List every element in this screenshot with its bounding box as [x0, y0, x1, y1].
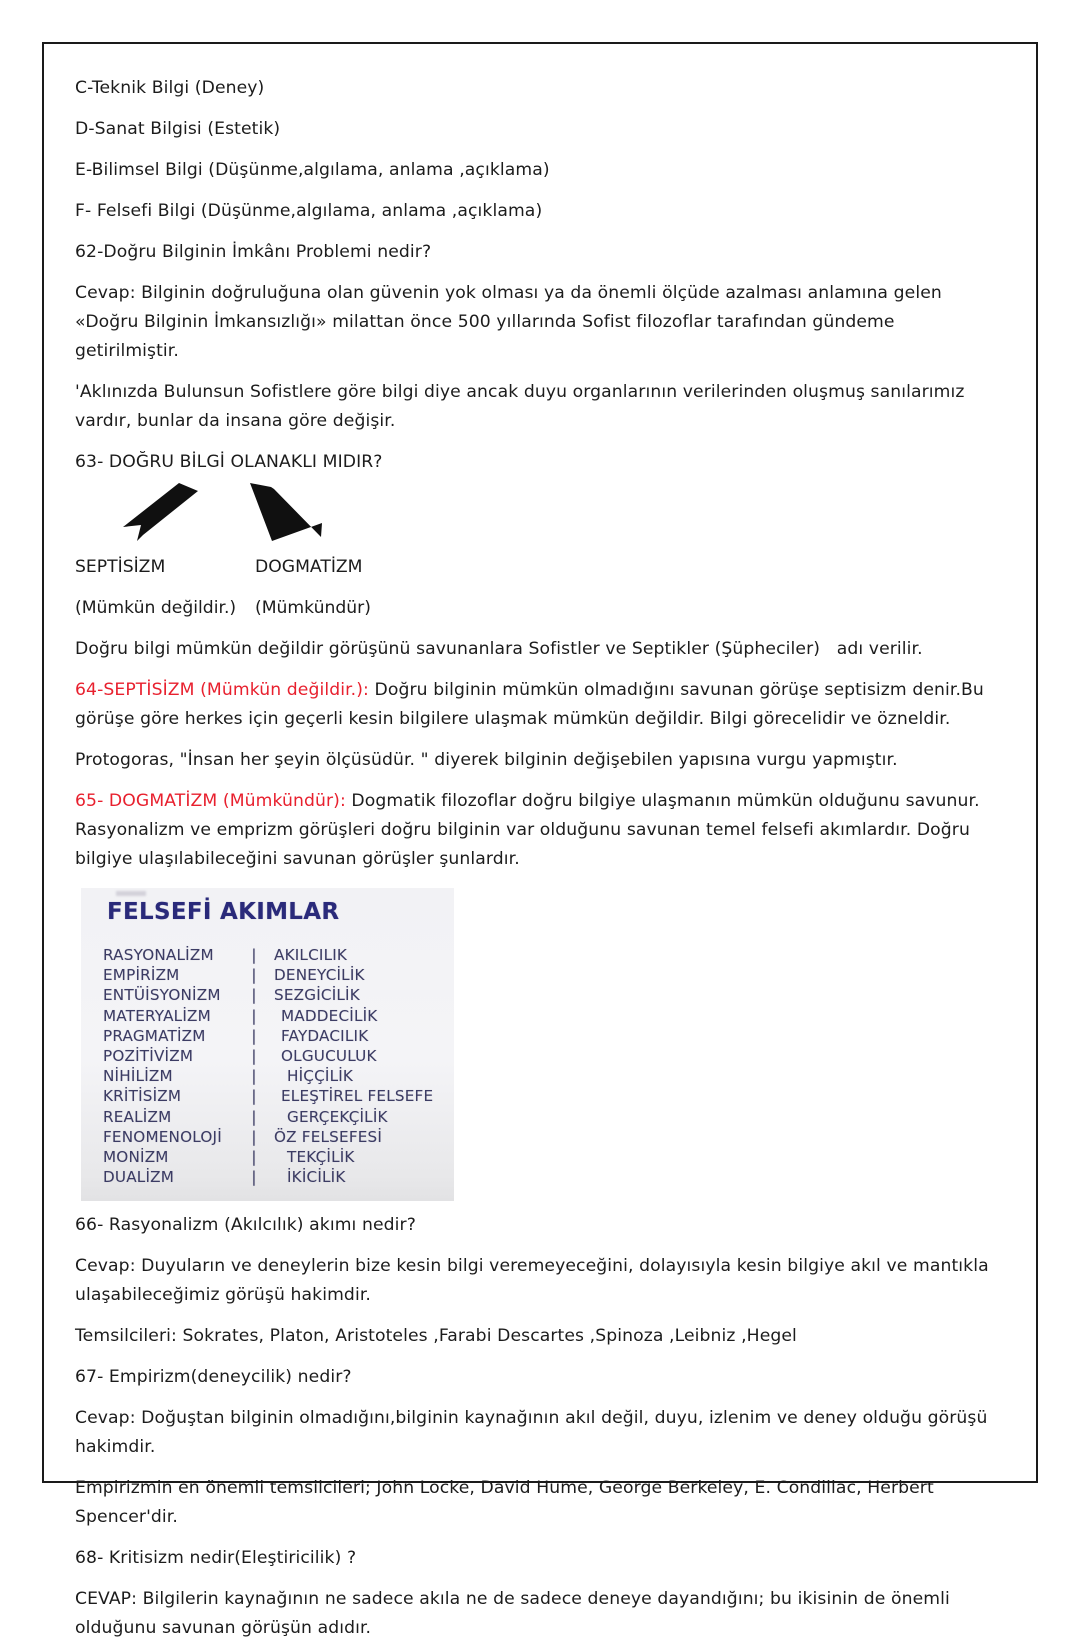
akimlar-meaning: TEKÇİLİK — [287, 1147, 355, 1166]
spacer — [75, 1532, 999, 1544]
representatives-67: Empirizmin en önemli temsilcileri; John Locke, David Hume, George Berkeley, E. Condillac, Herbert Spencer'dir. — [75, 1478, 940, 1527]
question-65-label: 65- DOGMATİZM (Mümkündür): — [75, 791, 346, 811]
akimlar-meaning: MADDECİLİK — [281, 1006, 378, 1025]
felsefi-akimlar-image — [81, 888, 454, 1201]
question-66: 66- Rasyonalizm (Akılcılık) akımı nedir? — [75, 1215, 416, 1235]
spacer — [75, 144, 999, 156]
arrow-right-dogmatizm — [250, 483, 322, 541]
question-63: 63- DOĞRU BİLGİ OLANAKLI MIDIR? — [75, 452, 383, 472]
akimlar-meaning: ÖZ FELSEFESİ — [274, 1127, 383, 1146]
question-64-label: 64-SEPTİSİZM (Mümkün değildir.): — [75, 680, 369, 700]
akimlar-meaning: İKİCİLİK — [287, 1168, 346, 1187]
akimlar-row — [103, 1067, 443, 1087]
akimlar-separator: | — [251, 1147, 257, 1166]
list-item-c: C-Teknik Bilgi (Deney) — [75, 78, 265, 98]
branch-names-row — [75, 553, 999, 582]
akimlar-term: MATERYALİZM — [103, 1006, 211, 1025]
akimlar-term: POZİTİVİZM — [103, 1046, 194, 1065]
question-67: 67- Empirizm(deneycilik) nedir? — [75, 1367, 352, 1387]
list-item-d: D-Sanat Bilgisi (Estetik) — [75, 119, 281, 139]
akimlar-term: REALİZM — [103, 1107, 172, 1126]
akimlar-term: PRAGMATİZM — [103, 1026, 206, 1045]
akimlar-term: DUALİZM — [103, 1168, 175, 1187]
akimlar-separator: | — [251, 1107, 257, 1126]
akimlar-separator: | — [251, 1168, 257, 1187]
branch-label-dogmatizm: DOGMATİZM — [255, 557, 363, 577]
document-page — [42, 42, 1038, 1638]
branch-sub-dogmatizm: (Mümkündür) — [255, 598, 371, 618]
arrow-left-septisizm — [123, 483, 198, 541]
question-62: 62-Doğru Bilginin İmkânı Problemi nedir? — [75, 242, 432, 262]
akimlar-row — [103, 1128, 443, 1148]
akimlar-term: RASYONALİZM — [103, 946, 214, 964]
branch-subtitles-row — [75, 594, 999, 623]
akimlar-meaning: HİÇÇİLİK — [287, 1067, 354, 1086]
felsefi-akimlar-list — [103, 946, 443, 1188]
branch-arrows — [75, 481, 999, 553]
branch-label-septisizm: SEPTİSİZM — [75, 557, 166, 577]
paragraph-after-branch: Doğru bilgi mümkün değildir görüşünü savunanlara Sofistler ve Septikler (Şüpheciler) adı verilir. — [75, 639, 923, 659]
spacer — [75, 1462, 999, 1474]
spacer — [75, 1240, 999, 1252]
akimlar-separator: | — [251, 1006, 257, 1025]
scan-artifact — [116, 891, 146, 896]
spacer — [75, 1573, 999, 1585]
spacer — [75, 582, 999, 594]
akimlar-term: MONİZM — [103, 1147, 169, 1166]
representatives-66: Temsilcileri: Sokrates, Platon, Aristoteles ,Farabi Descartes ,Spinoza ,Leibniz ,Hegel — [75, 1326, 797, 1346]
spacer — [75, 226, 999, 238]
akimlar-term: NİHİLİZM — [103, 1067, 173, 1086]
answer-65-body: Dogmatik filozoflar doğru bilgiye ulaşmanın mümkün olduğunu savunur. Rasyonalizm ve emprizm görüşleri doğru bilginin var olduğunu savunan temel felsefi akımlardır. Doğru bilgiye ulaşılabileceğini savunan görüşler şunlardır. — [75, 791, 986, 869]
spacer — [75, 185, 999, 197]
akimlar-separator: | — [251, 986, 257, 1005]
question-68: 68- Kritisizm nedir(Eleştiricilik) ? — [75, 1548, 357, 1568]
answer-64-body: Doğru bilginin mümkün olmadığını savunan görüşe septisizm denir.Bu görüşe göre herkes için geçerli kesin bilgilere ulaşmak mümkün değildir. Bilgi görecelidir ve özneldir. — [75, 680, 990, 729]
akimlar-row — [103, 946, 443, 966]
akimlar-separator: | — [251, 966, 257, 985]
spacer — [75, 436, 999, 448]
akimlar-term: KRİTİSİZM — [103, 1087, 182, 1106]
list-item-e: E-Bilimsel Bilgi (Düşünme,algılama, anlama ,açıklama) — [75, 160, 550, 180]
akimlar-meaning: OLGUCULUK — [281, 1046, 377, 1065]
akimlar-row — [103, 986, 443, 1006]
list-item-f: F- Felsefi Bilgi (Düşünme,algılama, anlama ,açıklama) — [75, 201, 543, 221]
akimlar-separator: | — [251, 1067, 257, 1086]
spacer — [75, 1351, 999, 1363]
akimlar-row — [103, 1007, 443, 1027]
akimlar-separator: | — [251, 1087, 257, 1106]
akimlar-term: FENOMENOLOJİ — [103, 1127, 222, 1146]
answer-62: Cevap: Bilginin doğruluğuna olan güvenin yok olması ya da önemli ölçüde azalması anlamına gelen «Doğru Bilginin İmkansızlığı» milattan önce 500 yıllarında Sofist filozoflar tarafından gündeme getirilmiştir. — [75, 283, 948, 361]
note-62: 'Aklınızda Bulunsun Sofistlere göre bilgi diye ancak duyu organlarının verilerinden oluşmuş sanılarımız vardır, bunlar da insana göre değişir. — [75, 382, 971, 431]
akimlar-row — [103, 1108, 443, 1128]
spacer — [75, 267, 999, 279]
akimlar-meaning: FAYDACILIK — [281, 1026, 369, 1045]
spacer — [75, 664, 999, 676]
spacer — [75, 734, 999, 746]
akimlar-separator: | — [251, 1046, 257, 1065]
spacer — [75, 1201, 999, 1211]
felsefi-akimlar-title: FELSEFİ AKIMLAR — [107, 899, 340, 925]
akimlar-meaning: SEZGİCİLİK — [274, 986, 360, 1005]
answer-67: Cevap: Doğuştan bilginin olmadığını,bilginin kaynağının akıl değil, duyu, izlenim ve deney olduğu görüşü hakimdir. — [75, 1408, 994, 1457]
spacer — [75, 1392, 999, 1404]
spacer — [75, 775, 999, 787]
spacer — [75, 1310, 999, 1322]
spacer — [75, 103, 999, 115]
question-answer-64 — [75, 676, 999, 734]
akimlar-separator: | — [251, 1026, 257, 1045]
protogoras-quote: Protogoras, "İnsan her şeyin ölçüsüdür. " diyerek bilginin değişebilen yapısına vurgu yapmıştır. — [75, 750, 898, 770]
page-content — [75, 74, 999, 1643]
akimlar-meaning: ELEŞTİREL FELSEFE — [281, 1087, 434, 1106]
akimlar-row — [103, 966, 443, 986]
akimlar-row — [103, 1148, 443, 1168]
spacer — [75, 366, 999, 378]
akimlar-meaning: DENEYCİLİK — [274, 966, 365, 985]
akimlar-term: EMPİRİZM — [103, 966, 180, 985]
question-answer-65 — [75, 787, 999, 874]
akimlar-meaning: GERÇEKÇİLİK — [287, 1107, 388, 1126]
akimlar-row — [103, 1168, 443, 1188]
branch-sub-septisizm: (Mümkün değildir.) — [75, 598, 237, 618]
akimlar-row — [103, 1047, 443, 1067]
akimlar-separator: | — [251, 946, 257, 964]
answer-68: CEVAP: Bilgilerin kaynağının ne sadece akıla ne de sadece deneye dayandığını; bu ikisinin de önemli olduğunu savunan görüşün adıdır. — [75, 1589, 956, 1638]
answer-66: Cevap: Duyuların ve deneylerin bize kesin bilgi veremeyeceğini, dolayısıyla kesin bilgiye akıl ve mantıkla ulaşabileceğimiz görüşü hakimdir. — [75, 1256, 995, 1305]
akimlar-row — [103, 1087, 443, 1107]
akimlar-row — [103, 1027, 443, 1047]
akimlar-separator: | — [251, 1127, 257, 1146]
akimlar-meaning: AKILCILIK — [274, 946, 348, 964]
spacer — [75, 623, 999, 635]
akimlar-term: ENTÜİSYONİZM — [103, 986, 221, 1005]
